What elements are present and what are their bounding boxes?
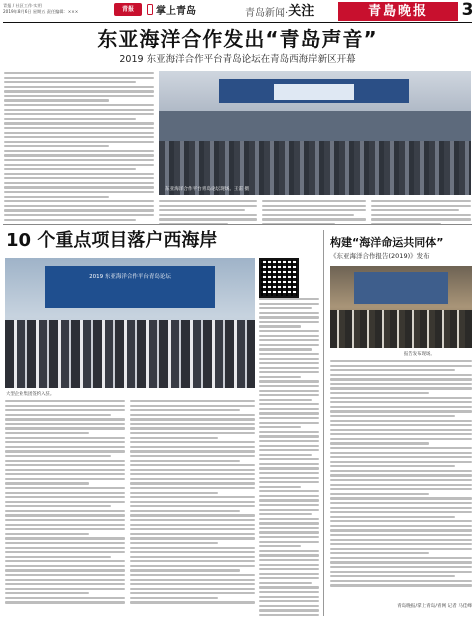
header-meta [3,3,113,14]
masthead-title: 青島晚报 [367,4,428,19]
section-heading [245,2,314,19]
second-body-col-3 [259,298,319,616]
brand-tag-label: 青报 [121,6,134,13]
main-headline: 东亚海洋合作发出“青岛声音” [97,27,378,51]
second-photo [5,258,255,388]
section-title: 关注 [288,4,315,19]
section-prefix: 青岛新闻 [245,8,285,19]
brand-tag[interactable] [114,3,142,16]
second-photo-screen [45,266,215,308]
main-body-col-1 [4,72,154,222]
sidebar-body [330,360,472,598]
main-body-col-2 [159,200,257,230]
app-name: 掌上青岛 [156,6,196,17]
main-body-col-3 [262,200,366,230]
second-photo-screen-title: 2019 东亚海洋合作平台青岛论坛 [89,274,171,280]
second-headline: 10 个重点项目落户西海岸 [6,230,218,251]
main-subheadline: 2019 东亚海洋合作平台青岛论坛在青岛西海岸新区开幕 [119,54,356,65]
main-photo [159,71,471,195]
section-dot: · [285,8,289,19]
sidebar-photo-caption: 报告发布现场。 [404,352,435,357]
sidebar-headline: 构建“海洋命运共同体” [330,236,444,249]
app-logo[interactable] [147,3,196,16]
meta-line-1: 青报 / 社区工作·实用 [3,3,42,8]
sidebar-subheadline: 《东亚海洋合作报告(2019)》发布 [330,252,430,260]
photo-screen [274,84,354,100]
sidebar-photo-screen [354,272,448,304]
page-number: 3 [461,0,474,20]
column-divider [323,230,324,616]
header-rule [3,22,472,23]
phone-icon [147,4,153,15]
meta-line-2: 2019年8月6日 星期五 责任编辑：××× [3,8,79,14]
section-divider [3,224,472,225]
second-body-col-1 [5,400,125,616]
second-body-col-2 [130,400,255,616]
main-body-col-4 [371,200,471,230]
main-photo-caption: 东亚海洋合作平台青岛论坛现场。王雷 摄 [165,187,250,192]
sidebar-byline: 青岛晚报/掌上青岛/青网 记者 马佳峰 [397,604,472,609]
masthead [338,2,458,21]
sidebar-photo-people [330,310,472,348]
photo-stage [159,111,471,141]
sidebar-photo [330,266,472,348]
qr-code[interactable] [259,258,299,298]
second-photo-people [5,320,255,388]
second-photo-caption: 大型企业集团签约入驻。 [6,392,55,397]
